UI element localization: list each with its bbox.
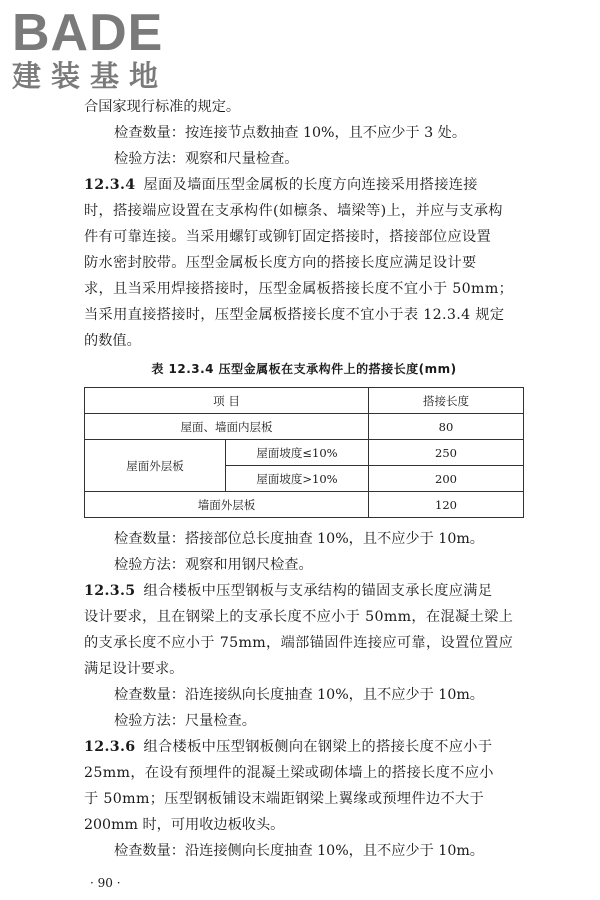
inspection-quantity: 检查数量：搭接部位总长度抽查 10%，且不应少于 10m。 bbox=[114, 531, 484, 547]
table-cell: 屋面、墙面内层板 bbox=[85, 414, 369, 440]
table-cell: 250 bbox=[369, 440, 524, 466]
intro-line: 合国家现行标准的规定。 bbox=[84, 99, 241, 115]
inspection-quantity: 检查数量：沿连接侧向长度抽查 10%，且不应少于 10m。 bbox=[114, 843, 484, 859]
logo-subtitle: 建装基地 bbox=[12, 59, 169, 90]
section-12-3-5 bbox=[84, 578, 524, 682]
inspection-method: 检验方法：尺量检查。 bbox=[114, 713, 256, 729]
table-header-row bbox=[85, 388, 524, 414]
document-page bbox=[84, 94, 524, 890]
table-title: 表 12.3.4 压型金属板在支承构件上的搭接长度(mm) bbox=[151, 362, 457, 376]
section-text-line: 满足设计要求。 bbox=[84, 661, 184, 677]
section-number: 12.3.6 bbox=[84, 739, 136, 755]
section-text-line: 25mm，在设有预埋件的混凝土梁或砌体墙上的搭接长度不应小 bbox=[84, 765, 494, 781]
logo-brand: BADE bbox=[12, 4, 164, 62]
inspection-quantity: 检查数量：沿连接纵向长度抽查 10%，且不应少于 10m。 bbox=[114, 687, 484, 703]
table-row bbox=[85, 492, 524, 518]
section-number: 12.3.4 bbox=[84, 177, 136, 193]
table-cell: 屋面坡度≤10% bbox=[226, 440, 369, 466]
section-text-line: 于 50mm；压型钢板铺设末端距钢梁上翼缘或预埋件边不大于 bbox=[84, 791, 485, 807]
table-cell: 屋面坡度>10% bbox=[226, 466, 369, 492]
table-cell: 屋面外层板 bbox=[85, 440, 226, 492]
table-header-item: 项 目 bbox=[85, 388, 369, 414]
section-text-line: 时，搭接端应设置在支承构件(如檩条、墙梁等)上，并应与支承构 bbox=[84, 203, 503, 219]
section-text-line: 设计要求，且在钢梁上的支承长度不应小于 50mm，在混凝土梁上 bbox=[84, 609, 514, 625]
inspection-method: 检验方法：观察和尺量检查。 bbox=[114, 151, 299, 167]
section-12-3-6 bbox=[84, 734, 524, 838]
section-text-line: 屋面及墙面压型金属板的长度方向连接采用搭接连接 bbox=[143, 177, 478, 193]
section-number: 12.3.5 bbox=[84, 583, 136, 599]
section-text-line: 件有可靠连接。当采用螺钉或铆钉固定搭接时，搭接部位应设置 bbox=[84, 229, 492, 245]
table-header-length: 搭接长度 bbox=[369, 388, 524, 414]
table-cell: 墙面外层板 bbox=[85, 492, 369, 518]
inspection-quantity: 检查数量：按连接节点数抽查 10%，且不应少于 3 处。 bbox=[114, 125, 467, 141]
page-number: · 90 · bbox=[90, 876, 121, 890]
section-text-line: 组合楼板中压型钢板侧向在钢梁上的搭接长度不应小于 bbox=[143, 739, 493, 755]
section-text-line: 防水密封胶带。压型金属板长度方向的搭接长度应满足设计要 bbox=[84, 255, 477, 271]
table-row bbox=[85, 440, 524, 466]
inspection-method: 检验方法：观察和用钢尺检查。 bbox=[114, 557, 313, 573]
section-text-line: 的数值。 bbox=[84, 333, 141, 349]
table-cell: 80 bbox=[369, 414, 524, 440]
section-text-line: 求，且当采用焊接搭接时，压型金属板搭接长度不宜小于 50mm； bbox=[84, 281, 514, 297]
table-cell: 120 bbox=[369, 492, 524, 518]
table-row bbox=[85, 414, 524, 440]
section-text-line: 的支承长度不应小于 75mm，端部锚固件连接应可靠，设置位置应 bbox=[84, 635, 514, 651]
section-text-line: 200mm 时，可用收边板收头。 bbox=[84, 817, 285, 833]
table-cell: 200 bbox=[369, 466, 524, 492]
bade-logo bbox=[10, 4, 180, 90]
section-text-line: 组合楼板中压型钢板与支承结构的锚固支承长度应满足 bbox=[143, 583, 493, 599]
section-text-line: 当采用直接搭接时，压型金属板搭接长度不宜小于表 12.3.4 规定 bbox=[84, 307, 505, 323]
lap-length-table bbox=[84, 387, 524, 518]
section-12-3-4 bbox=[84, 172, 524, 354]
